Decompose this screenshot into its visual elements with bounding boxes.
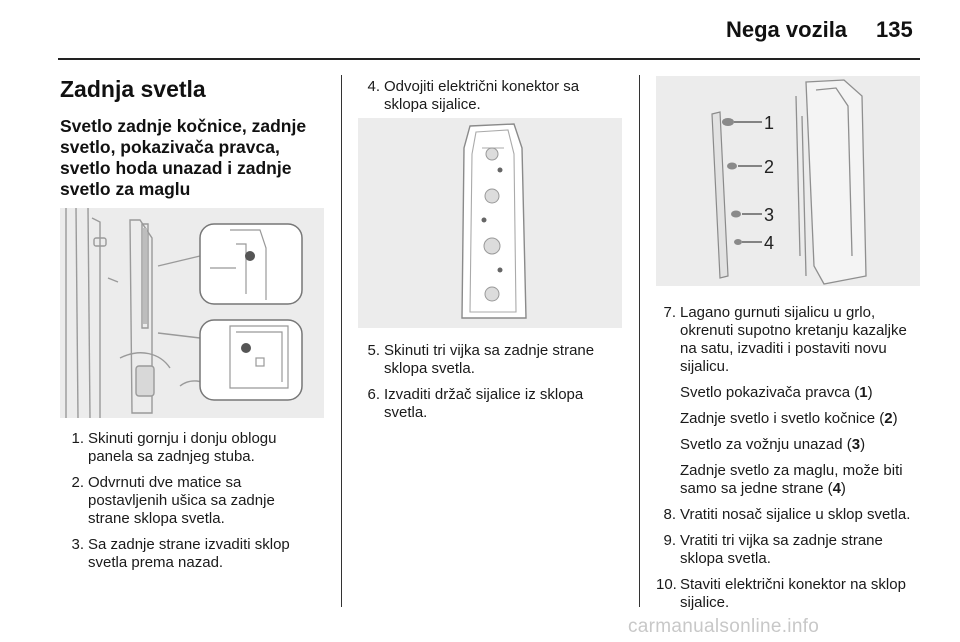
bulb-note-1: Svetlo pokazivača pravca (1) — [680, 384, 873, 401]
list-item — [656, 506, 922, 524]
step-number: 8. — [663, 506, 676, 523]
steps-list-middle-bottom — [360, 342, 622, 430]
list-item — [64, 474, 316, 528]
callout-label: 3 — [764, 205, 775, 225]
step-text: Skinuti tri vijka sa zadnje strane sklopa svetla. — [384, 342, 595, 377]
steps-list-right — [656, 304, 922, 620]
bulb-note-3: Svetlo za vožnju unazad (3) — [680, 436, 866, 453]
step-number: 4. — [367, 78, 380, 95]
step-text: Lagano gurnuti sijalicu u grlo, okrenuti supotno kretanju kazaljke na satu, izvaditi i postaviti novu sijalicu. — [680, 304, 907, 375]
list-item — [656, 304, 922, 498]
step-text: Odvrnuti dve matice sa postavljenih ušica sa zadnje strane sklopa svetla. — [88, 474, 275, 527]
bulb-note-2: Zadnje svetlo i svetlo kočnice (2) — [680, 410, 898, 427]
page-header-title: Nega vozila — [726, 17, 848, 42]
list-item — [64, 430, 316, 466]
list-item — [360, 386, 622, 422]
step-text: Vratiti tri vijka sa zadnje strane sklopa svetla. — [680, 532, 883, 567]
lamp-housing-drawing — [358, 118, 622, 328]
list-item — [360, 78, 622, 114]
list-item — [360, 342, 622, 378]
step-text: Odvojiti električni konektor sa sklopa sijalice. — [384, 78, 580, 113]
step-number: 5. — [367, 342, 380, 359]
column-divider-2 — [639, 75, 640, 607]
step-number: 2. — [71, 474, 84, 491]
pillar-trim-drawing — [60, 208, 324, 418]
section-subtitle: Svetlo zadnje kočnice, zadnje svetlo, pokazivača pravca, svetlo hoda unazad i zadnje svetlo za maglu — [60, 116, 307, 199]
step-text: Izvaditi držač sijalice iz sklopa svetla. — [384, 386, 584, 421]
page-number: 135 — [876, 17, 913, 42]
header-rule — [58, 58, 920, 60]
step-number: 7. — [663, 304, 676, 321]
callout-label: 1 — [764, 113, 775, 133]
list-item — [656, 532, 922, 568]
column-divider-1 — [341, 75, 342, 607]
step-text: Sa zadnje strane izvaditi sklop svetla prema nazad. — [88, 536, 290, 571]
bulb-holder-illustration — [656, 76, 920, 286]
pillar-trim-illustration — [60, 208, 324, 418]
step-text: Vratiti nosač sijalice u sklop svetla. — [680, 506, 911, 523]
step-number: 10. — [656, 576, 677, 593]
list-item — [64, 536, 316, 572]
steps-list-left — [64, 430, 316, 580]
watermark: carmanualsonline.info — [628, 616, 820, 637]
callout-label: 2 — [764, 157, 775, 177]
bulb-holder-drawing — [656, 76, 920, 286]
list-item — [656, 576, 922, 612]
step-number: 3. — [71, 536, 84, 553]
steps-list-middle-top — [360, 78, 622, 122]
lamp-housing-illustration — [358, 118, 622, 328]
section-title: Zadnja svetla — [60, 76, 206, 102]
step-number: 1. — [71, 430, 84, 447]
step-number: 9. — [663, 532, 676, 549]
bulb-note-4: Zadnje svetlo za maglu, može biti samo sa jedne strane (4) — [680, 462, 903, 497]
callout-label: 4 — [764, 233, 775, 253]
step-text: Skinuti gornju i donju oblogu panela sa zadnjeg stuba. — [88, 430, 277, 465]
step-text: Staviti električni konektor na sklop sijalice. — [680, 576, 906, 611]
step-number: 6. — [367, 386, 380, 403]
